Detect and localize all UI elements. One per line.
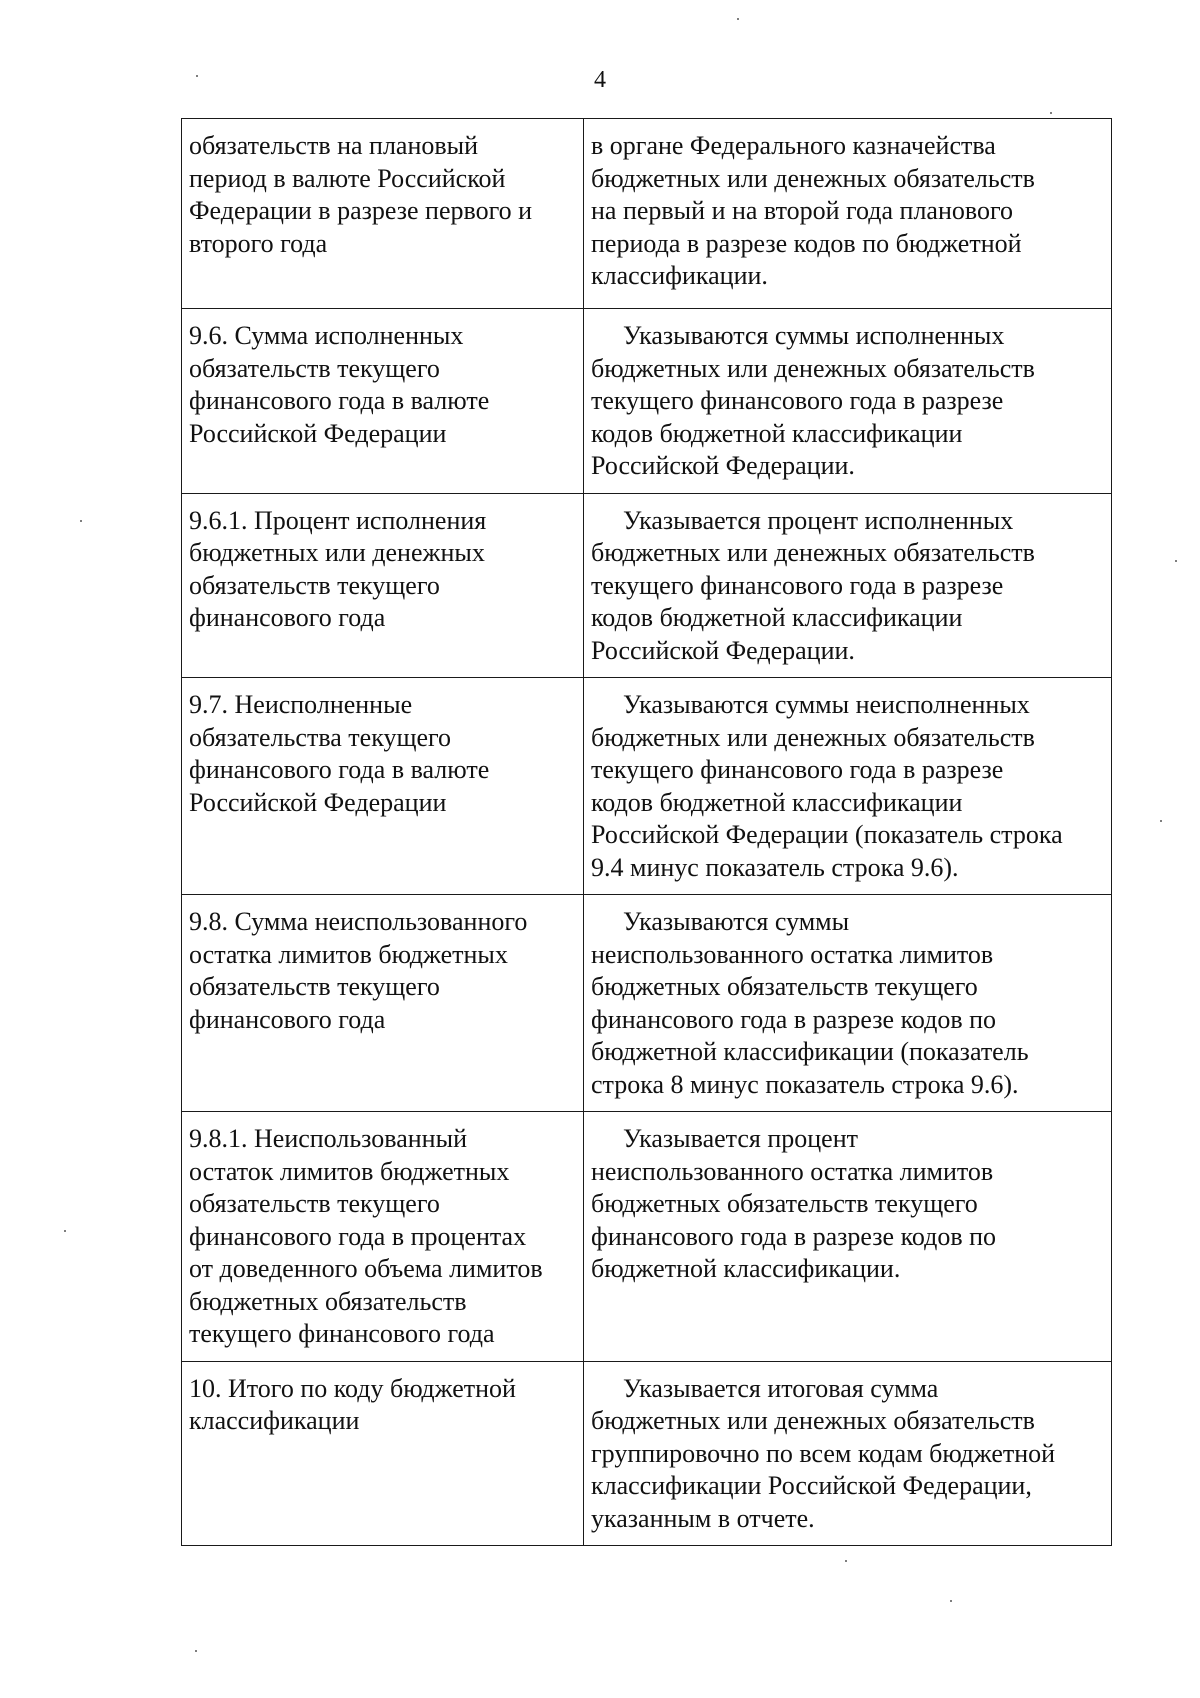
field-description-cell bbox=[584, 119, 1112, 309]
cell-line: обязательств на плановый bbox=[189, 131, 479, 160]
cell-line: обязательств текущего bbox=[189, 972, 440, 1001]
cell-line: бюджетных или денежных обязательств bbox=[591, 1406, 1035, 1435]
table-row bbox=[182, 678, 1112, 895]
cell-line: кодов бюджетной классификации bbox=[591, 418, 963, 448]
field-description-cell bbox=[584, 309, 1112, 494]
cell-line: Указываются суммы неисполненных bbox=[623, 690, 1030, 719]
cell-line: текущего финансового года в разрезе bbox=[591, 755, 1004, 784]
cell-line: 9.7. Неисполненные bbox=[189, 690, 413, 719]
cell-line: классификации. bbox=[591, 261, 768, 290]
scan-speck bbox=[950, 1600, 952, 1602]
cell-line: неиспользованного остатка лимитов bbox=[591, 939, 994, 969]
cell-line: Федерации в разрезе первого и bbox=[189, 196, 533, 225]
cell-line: Указываются суммы исполненных bbox=[623, 321, 1005, 350]
field-description-cell bbox=[584, 1361, 1112, 1546]
cell-line: 9.8. Сумма неиспользованного bbox=[189, 907, 528, 936]
cell-line: остатка лимитов бюджетных bbox=[189, 939, 508, 969]
field-description-cell bbox=[584, 493, 1112, 678]
cell-line: 9.8.1. Неиспользованный bbox=[189, 1124, 467, 1153]
table-row bbox=[182, 1361, 1112, 1546]
scan-speck bbox=[80, 520, 82, 522]
cell-line: от доведенного объема лимитов bbox=[189, 1254, 543, 1283]
cell-line: Указывается процент исполненных bbox=[623, 505, 1014, 535]
cell-line: остаток лимитов бюджетных bbox=[189, 1156, 510, 1186]
field-description-cell bbox=[584, 1112, 1112, 1362]
cell-line: 9.6.1. Процент исполнения bbox=[189, 505, 487, 535]
cell-line: указанным в отчете. bbox=[591, 1503, 815, 1533]
scan-speck bbox=[1160, 820, 1162, 822]
cell-line: Российской Федерации bbox=[189, 787, 447, 817]
cell-line: финансового года в валюте bbox=[189, 755, 490, 784]
cell-line: финансового года в разрезе кодов по bbox=[591, 1004, 997, 1034]
cell-line: Указывается процент bbox=[623, 1124, 858, 1153]
cell-line: бюджетных или денежных bbox=[189, 538, 485, 567]
cell-line: на первый и на второй года планового bbox=[591, 196, 1013, 225]
cell-line: бюджетных или денежных обязательств bbox=[591, 722, 1035, 752]
cell-line: текущего финансового года в разрезе bbox=[591, 570, 1004, 600]
cell-line: бюджетных или денежных обязательств bbox=[591, 163, 1035, 193]
cell-line: второго года bbox=[189, 228, 328, 258]
field-description-cell bbox=[584, 678, 1112, 895]
cell-line: Российской Федерации. bbox=[591, 635, 855, 665]
cell-line: бюджетных обязательств текущего bbox=[591, 972, 978, 1001]
cell-line: строка 8 минус показатель строка 9.6). bbox=[591, 1069, 1019, 1099]
cell-line: кодов бюджетной классификации bbox=[591, 787, 963, 817]
field-name-cell bbox=[182, 119, 584, 309]
cell-line: 9.6. Сумма исполненных bbox=[189, 321, 464, 350]
definitions-table bbox=[181, 118, 1112, 1546]
cell-line: 9.4 минус показатель строка 9.6). bbox=[591, 852, 959, 882]
cell-line: неиспользованного остатка лимитов bbox=[591, 1156, 994, 1186]
cell-line: финансового года в процентах bbox=[189, 1221, 527, 1251]
scan-speck bbox=[64, 1230, 66, 1232]
cell-line: Указывается итоговая сумма bbox=[623, 1373, 939, 1403]
cell-line: группировочно по всем кодам бюджетной bbox=[591, 1438, 1056, 1468]
scan-speck bbox=[195, 1650, 197, 1652]
field-name-cell bbox=[182, 895, 584, 1112]
cell-line: классификации Российской Федерации, bbox=[591, 1471, 1032, 1500]
field-name-cell bbox=[182, 678, 584, 895]
cell-line: периода в разрезе кодов по бюджетной bbox=[591, 228, 1022, 258]
cell-line: обязательства текущего bbox=[189, 722, 452, 752]
cell-line: обязательств текущего bbox=[189, 570, 440, 600]
cell-line: бюджетных или денежных обязательств bbox=[591, 353, 1035, 383]
cell-line: 10. Итого по коду бюджетной bbox=[189, 1373, 516, 1403]
scan-speck bbox=[196, 75, 198, 77]
cell-line: бюджетной классификации (показатель bbox=[591, 1037, 1029, 1066]
field-name-cell bbox=[182, 1112, 584, 1362]
table-row bbox=[182, 119, 1112, 309]
cell-line: бюджетных обязательств текущего bbox=[591, 1189, 978, 1218]
field-name-cell bbox=[182, 309, 584, 494]
cell-line: Российской Федерации (показатель строка bbox=[591, 820, 1063, 849]
cell-line: Указываются суммы bbox=[623, 907, 850, 936]
field-description-cell bbox=[584, 895, 1112, 1112]
table-row bbox=[182, 493, 1112, 678]
table-row bbox=[182, 1112, 1112, 1362]
cell-line: обязательств текущего bbox=[189, 353, 440, 383]
page-number: 4 bbox=[594, 67, 606, 93]
cell-line: финансового года bbox=[189, 1004, 386, 1034]
scan-speck bbox=[1175, 560, 1177, 562]
scan-speck bbox=[1050, 112, 1052, 114]
field-name-cell bbox=[182, 493, 584, 678]
cell-line: в органе Федерального казначейства bbox=[591, 131, 996, 160]
cell-line: обязательств текущего bbox=[189, 1189, 440, 1218]
cell-line: текущего финансового года bbox=[189, 1319, 495, 1348]
table-row bbox=[182, 895, 1112, 1112]
cell-line: бюджетных или денежных обязательств bbox=[591, 538, 1035, 567]
table-row bbox=[182, 309, 1112, 494]
scan-speck bbox=[737, 18, 739, 20]
scan-speck bbox=[845, 1560, 847, 1562]
cell-line: классификации bbox=[189, 1406, 360, 1435]
cell-line: кодов бюджетной классификации bbox=[591, 603, 963, 632]
cell-line: текущего финансового года в разрезе bbox=[591, 386, 1004, 415]
cell-line: финансового года в разрезе кодов по bbox=[591, 1221, 997, 1251]
cell-line: финансового года в валюте bbox=[189, 386, 490, 415]
field-name-cell bbox=[182, 1361, 584, 1546]
cell-line: Российской Федерации bbox=[189, 418, 447, 448]
cell-line: Российской Федерации. bbox=[591, 451, 855, 480]
cell-line: бюджетных обязательств bbox=[189, 1286, 467, 1316]
cell-line: бюджетной классификации. bbox=[591, 1254, 901, 1283]
cell-line: финансового года bbox=[189, 603, 386, 632]
cell-line: период в валюте Российской bbox=[189, 163, 506, 193]
